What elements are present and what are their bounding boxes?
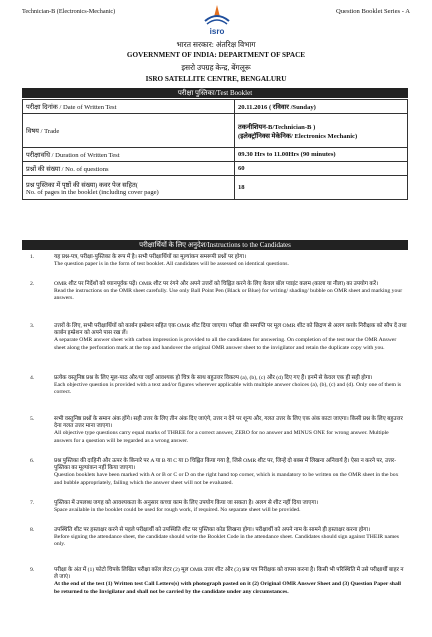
instruction-hindi: उत्तरों के लिए, सभी परीक्षार्थियों को कार्बन इम्प्रेशन सहित एक OMR शीट दिया जाएगा। परीक्षा की समाप्ति पर मूल OMR शीट को छिद्रण से अलग करके निरीक्षक को सौंप दें तथा कार्बन इम्प्रेशन को अपने पास रख लें। xyxy=(54,323,407,337)
info-label: प्रश्नों की संख्या / No. of questions xyxy=(23,162,235,176)
instruction-number: 1. xyxy=(30,254,35,260)
instruction-english: The question paper is in the form of test booklet. All candidates will be assessed on identical questions. xyxy=(54,261,289,268)
booklet-series-label: Question Booklet Series - A xyxy=(336,8,410,15)
instruction-hindi: उपस्थिति शीट पर हस्ताक्षर करने से पहले परीक्षार्थी को उपस्थिति शीट पर पुस्तिका कोड लिखना होगा। परीक्षार्थी को अपने नाम के सामने ही हस्ताक्षर करना होगा। xyxy=(54,527,371,533)
instruction-english: Question booklets have been marked with A or B or C or D on the right hand top corner, which is mandatory to be written on the OMR sheet in the box and bubble appropriately, failing which the answer sheet will not be evaluated. xyxy=(54,472,399,486)
instruction-hindi: प्रत्येक वस्तुनिष्ठ प्रश्न के लिए मूल-पाठ और/या जहाँ आवश्यक हो चित्र के साथ बहुउत्तर विकल्प (a), (b), (c) और (d) दिए गए हैं। इनमें से केवल एक ही सही होगा। xyxy=(54,375,373,381)
test-info-table xyxy=(22,99,408,200)
instruction-item xyxy=(22,323,408,373)
info-value: तकनीशियन-B/Technician-B ) (इलेक्ट्रॉनिक्स मेकेनिक/ Electronics Mechanic) xyxy=(235,114,408,148)
title-english-centre: ISRO SATELLITE CENTRE, BENGALURU xyxy=(145,75,287,83)
instruction-english: At the end of the test (1) Written test Call Letters(s) with photograph pasted on it (2) Original OMR Answer Sheet and (3) Question Paper shall be returned to the Invigilator and shall not be carried by the candidate under any circumstances. xyxy=(54,581,401,595)
instruction-number: 8. xyxy=(30,527,35,533)
table-row xyxy=(23,148,408,162)
instruction-number: 3. xyxy=(30,323,35,329)
instruction-hindi: पुस्तिका में उपलब्ध जगह को आवश्यकता के अनुसार कच्चा काम के लिए उपयोग किया जा सकता है। अलग से शीट नहीं दिया जाएगा। xyxy=(54,500,319,506)
info-value: 18 xyxy=(235,176,408,200)
instruction-item xyxy=(22,500,408,524)
instruction-item xyxy=(22,458,408,498)
table-row xyxy=(23,100,408,114)
title-hindi-govt: भारत सरकार: अंतरिक्ष विभाग xyxy=(176,40,256,49)
info-label: प्रश्न पुस्तिका में पृष्ठों की संख्या) कवर पेज सहित( No. of pages in the booklet (including cover page) xyxy=(23,176,235,200)
instruction-number: 4. xyxy=(30,375,35,381)
instruction-hindi: OMR शीट पर निर्देशों को ध्यानपूर्वक पढ़ें। OMR शीट पर रंगने और अपने उत्तरों को चिह्नित करने के लिए केवल बॉल प्वाइंट कलम (काला या नीला) का उपयोग करें। xyxy=(54,281,379,287)
instruction-hindi: सभी वस्तुनिष्ठ प्रश्नों के समान अंक होंगे। सही उत्तर के लिए तीन अंक दिए जाएंगे, उत्तर न देने पर शून्य और, गलत उत्तर के लिए एक अंक काटा जाएगा। किसी प्रश्न के लिए बहुउत्तर देना गलत उत्तर माना जाएगा। xyxy=(54,416,403,430)
instruction-number: 2. xyxy=(30,281,35,287)
info-label: परीक्षावधि / Duration of Written Test xyxy=(23,148,235,162)
instruction-item xyxy=(22,567,408,627)
instruction-hindi: परीक्षा के अंत में (1) फोटो चिपके लिखित परीक्षा कॉल लेटर (2) मूल OMR उत्तर शीट और (3) प्रश्न पत्र निरीक्षक को वापस करना है। किसी भी परिस्थिति में उसे परीक्षार्थी बाहर न ले जाएं। xyxy=(54,567,404,581)
isro-logo xyxy=(197,3,237,37)
title-hindi-centre: इसरो उपग्रह केन्द्र, बेंगलूरू xyxy=(181,63,251,72)
table-row xyxy=(23,176,408,200)
title-english-govt: GOVERNMENT OF INDIA: DEPARTMENT OF SPACE xyxy=(126,51,306,59)
info-value: 09.30 Hrs to 11.00Hrs (90 minutes) xyxy=(235,148,408,162)
info-label: विषय / Trade xyxy=(23,114,235,148)
instruction-english: Before signing the attendance sheet, the candidate should write the Booklet Code in the attendance sheet. Candidates should sign against THEIR names only. xyxy=(54,534,400,548)
instruction-number: 5. xyxy=(30,416,35,422)
page-header xyxy=(0,0,432,40)
instruction-item xyxy=(22,375,408,413)
instruction-item xyxy=(22,527,408,565)
instruction-english: All objective type questions carry equal marks of THREE for a correct answer, ZERO for no answer and MINUS ONE for wrong answer. Multiple answers for a question will be regarded as a wrong answer. xyxy=(54,430,389,444)
instruction-item xyxy=(22,281,408,321)
info-value: 20.11.2016 ( रविवार /Sunday) xyxy=(235,100,408,114)
info-label: परीक्षा दिनांक / Date of Written Test xyxy=(23,100,235,114)
instruction-number: 9. xyxy=(30,567,35,573)
info-value: 60 xyxy=(235,162,408,176)
svg-text:isro: isro xyxy=(209,27,225,36)
instruction-english: Read the instructions on the OMR sheet carefully. Use only Ball Point Pen (Black or Blue) for writing/ shading/ bubble on OMR sheet and marking your answers. xyxy=(54,288,403,302)
instruction-item xyxy=(22,254,408,282)
instruction-number: 6. xyxy=(30,458,35,464)
instructions-band: परीक्षार्थियों के लिए अनुदेश/Instructions to the Candidates xyxy=(22,240,408,250)
table-row xyxy=(23,114,408,148)
table-row xyxy=(23,162,408,176)
instruction-number: 7. xyxy=(30,500,35,506)
test-booklet-band: परीक्षा पुस्तिका/Test Booklet xyxy=(22,88,408,98)
instruction-hindi: यह प्रश्न-पत्र, परीक्षा-पुस्तिका के रूप में है। सभी परीक्षार्थियों का मूल्यांकन समरूपी प्रश्नों पर होगा। xyxy=(54,254,247,260)
instruction-english: Each objective question is provided with a text and/or figures wherever applicable with multiple answer choices (a), (b), (c) and (d). Only one of them is correct. xyxy=(54,382,402,396)
instruction-item xyxy=(22,416,408,456)
instruction-english: A separate OMR answer sheet with carbon impression is provided to all the candidates for answering. On completion of the test tear the OMR Answer sheet along the perforation mark at the top and handover the original OMR answer sheet to the invigilator and retain the duplicate copy with you. xyxy=(54,337,397,351)
instruction-english: Space available in the booklet could be used for rough work, if required. No separate sheet will be provided. xyxy=(54,507,301,514)
trade-header-text: Technician-B (Electronics-Mechanic) xyxy=(22,8,116,15)
instruction-hindi: प्रश्न पुस्तिका की दाहिनी और ऊपर के किनारे पर A या B या C या D चिह्नित किया गया है, जिसे OMR शीट पर, जिन्हें दो बक्स में लिखना अनिवार्य है। ऐसा न करने पर, उत्तर-पुस्तिका का मूल्यांकन नहीं किया जाएगा। xyxy=(54,458,397,472)
